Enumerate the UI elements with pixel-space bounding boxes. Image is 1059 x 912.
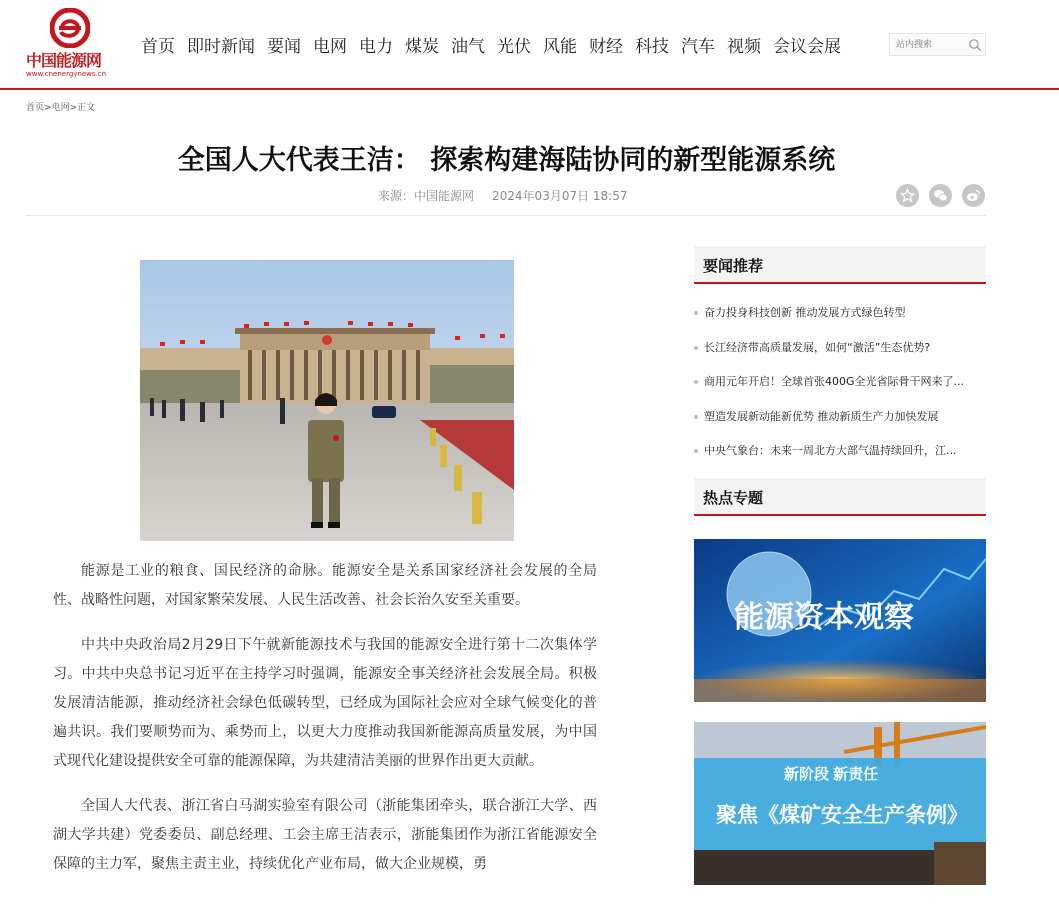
nav-item-instant-news[interactable]: 即时新闻: [187, 36, 255, 57]
banner2-subtitle: 新阶段 新责任: [784, 766, 879, 783]
article-title: 全国人大代表王洁： 探索构建海陆协同的新型能源系统: [177, 145, 836, 176]
main-nav: [141, 32, 853, 56]
list-item[interactable]: 塑造发展新动能新优势 推动新质生产力加快发展: [694, 404, 986, 439]
logo-url: www.cnenergynews.cn: [26, 70, 107, 78]
list-item[interactable]: 中央气象台：未来一周北方大部气温持续回升，江...: [694, 438, 986, 473]
article-meta: [378, 187, 628, 204]
article-paragraph: 中共中央政治局2月29日下午就新能源技术与我国的能源安全进行第十二次集体学习。中共中央总书记习近平在主持学习时强调，能源安全事关经济社会发展全局。积极发展清洁能源，推动经济社会绿色低碳转型，已经成为国际社会应对全球气候变化的普遍共识。我们要顺势而为、乘势而上，以更大力度推动我国新能源高质量发展，为中国式现代化建设提供安全可靠的能源保障，为共建清洁美丽的世界作出更大贡献。: [53, 637, 597, 769]
logo-text: 中国能源网: [26, 51, 102, 70]
breadcrumb-grid[interactable]: 电网: [51, 103, 70, 113]
hot-topics-header: [694, 478, 986, 516]
site-header: [0, 0, 1059, 88]
nav-item-solar[interactable]: 光伏: [497, 36, 531, 57]
breadcrumb: 首页>电网>正文: [26, 103, 96, 113]
logo-emblem-icon: [50, 8, 90, 48]
nav-item-home[interactable]: 首页: [141, 36, 175, 57]
header-divider: [0, 88, 1059, 90]
banner1-text: 能源资本观察: [734, 601, 914, 634]
hot-topics-title: 热点专题: [703, 489, 764, 507]
title-divider: [26, 215, 986, 216]
nav-item-grid[interactable]: 电网: [313, 36, 347, 57]
nav-item-conference[interactable]: 会议会展: [773, 36, 841, 57]
nav-item-oil-gas[interactable]: 油气: [451, 36, 485, 57]
list-item[interactable]: 长江经济带高质量发展，如何“激活”生态优势?: [694, 335, 986, 370]
weibo-share-button[interactable]: [962, 184, 985, 207]
favorite-share-button[interactable]: [896, 184, 919, 207]
site-logo[interactable]: [26, 8, 116, 80]
news-recommend-header: [694, 246, 986, 284]
search-input[interactable]: [896, 37, 962, 52]
search-icon[interactable]: [968, 38, 982, 52]
nav-item-finance[interactable]: 财经: [589, 36, 623, 57]
news-recommend-list: [694, 300, 986, 473]
list-item[interactable]: 商用元年开启！全球首张400G全光省际骨干网来了...: [694, 369, 986, 404]
nav-item-video[interactable]: 视频: [727, 36, 761, 57]
list-item[interactable]: 奋力投身科技创新 推动发展方式绿色转型: [694, 300, 986, 335]
nav-item-auto[interactable]: 汽车: [681, 36, 715, 57]
article-source: 来源：中国能源网: [378, 189, 475, 203]
nav-item-power[interactable]: 电力: [359, 36, 393, 57]
wechat-icon: [933, 188, 948, 203]
topic-banner-energy-capital[interactable]: [694, 539, 986, 702]
article-paragraph: 能源是工业的粮食、国民经济的命脉。能源安全是关系国家经济社会发展的全局性、战略性问题，对国家繁荣发展、人民生活改善、社会长治久安至关重要。: [53, 563, 597, 608]
site-search: [889, 33, 986, 56]
nav-item-tech[interactable]: 科技: [635, 36, 669, 57]
article-paragraph: 全国人大代表、浙江省白马湖实验室有限公司（浙能集团牵头，联合浙江大学、西湖大学共建）党委委员、副总经理、工会主席王洁表示，浙能集团作为浙江省能源安全保障的主力军，聚焦主责主业，持续优化产业布局，做大企业规模，勇: [53, 798, 597, 872]
topic-banner-coal-safety[interactable]: [694, 722, 986, 885]
nav-item-coal[interactable]: 煤炭: [405, 36, 439, 57]
weibo-icon: [966, 188, 981, 203]
breadcrumb-home[interactable]: 首页: [26, 103, 45, 113]
article-photo: [140, 260, 514, 541]
banner2-title: 聚焦《煤矿安全生产条例》: [716, 804, 968, 827]
article-body: [53, 557, 597, 895]
news-recommend-title: 要闻推荐: [703, 257, 764, 275]
nav-item-wind[interactable]: 风能: [543, 36, 577, 57]
breadcrumb-current: 正文: [77, 103, 96, 113]
wechat-share-button[interactable]: [929, 184, 952, 207]
star-icon: [900, 188, 915, 203]
article-date: 2024年03月07日 18:57: [492, 189, 628, 203]
nav-item-headlines[interactable]: 要闻: [267, 36, 301, 57]
